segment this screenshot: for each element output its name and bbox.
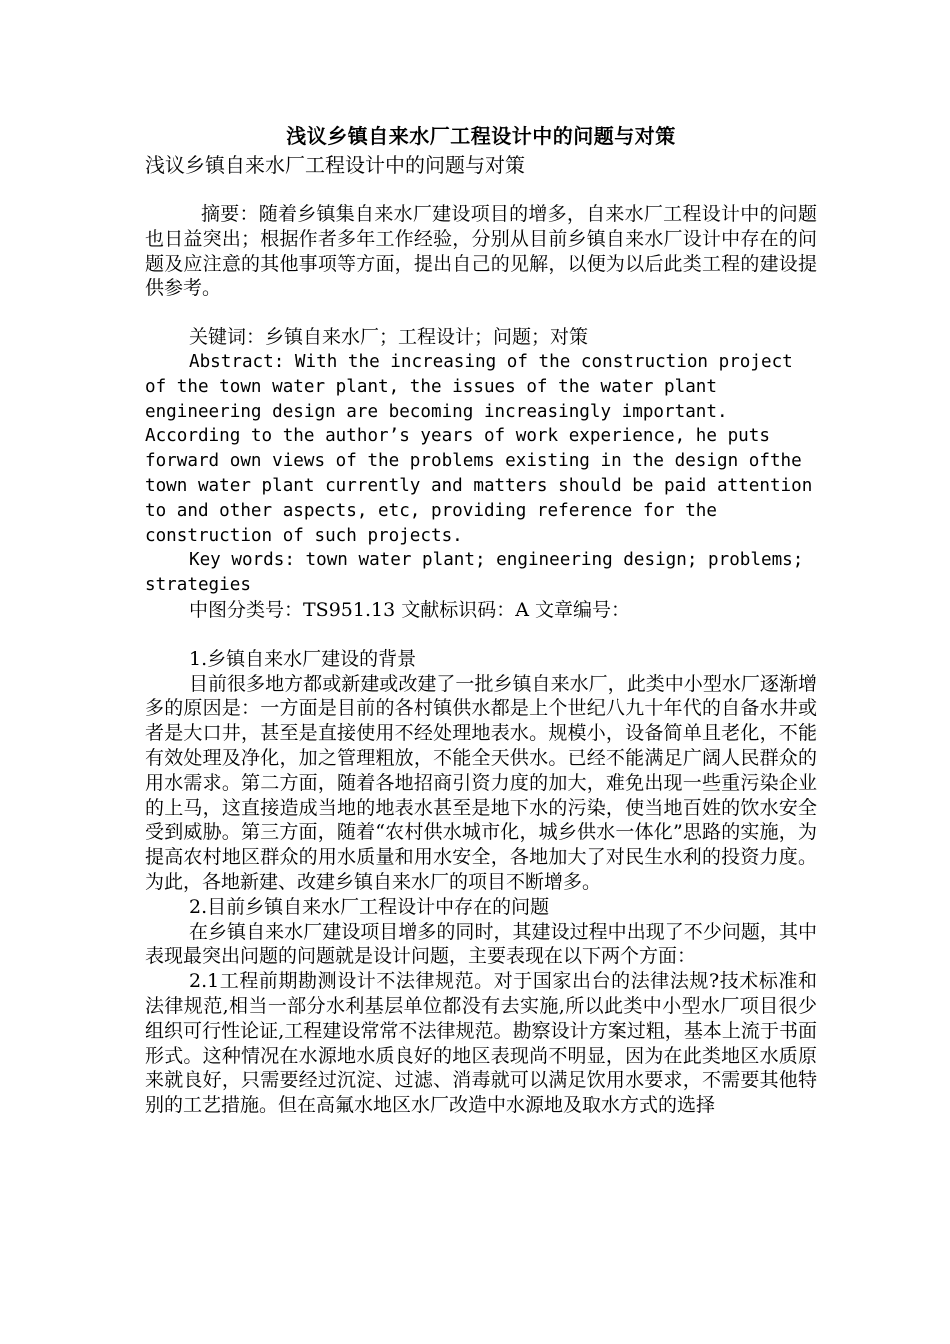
spacer [145,301,817,325]
abstract-chinese: 摘要：随着乡镇集自来水厂建设项目的增多，自来水厂工程设计中的问题也日益突出；根据作者多年工作经验，分别从目前乡镇自来水厂设计中存在的问题及应注意的其他事项等方面，提出自己的见解，以便为以后此类工程的建设提供参考。 [145,203,817,300]
keywords-english: Key words: town water plant; engineering design; problems; strategies [145,550,804,596]
document-subtitle: 浅议乡镇自来水厂工程设计中的问题与对策 [145,153,525,177]
section-2-heading: 2.目前乡镇自来水厂工程设计中存在的问题 [189,895,550,918]
classification-line: 中图分类号：TS951.13 文献标识码：A 文章编号： [189,598,630,621]
spacer [145,623,817,647]
spacer [145,178,817,202]
section-1-heading: 1.乡镇自来水厂建设的背景 [189,647,417,670]
abstract-english: Abstract: With the increasing of the construction project of the town water plant, the issues of the water plant engineering design are becoming increasingly important. According to the author’s years of work experience, he puts forward own views of the problems existing in the design ofthe town water plant currently and matters should be paid attention to and other aspects, etc, providing reference for the construction of such projects. [145,351,813,546]
document-title: 浅议乡镇自来水厂工程设计中的问题与对策 [286,124,676,148]
section-2-body: 在乡镇自来水厂建设项目增多的同时，其建设过程中出现了不少问题，其中表现最突出问题的问题就是设计问题，主要表现在以下两个方面： [145,920,817,968]
section-1-body: 目前很多地方都或新建或改建了一批乡镇自来水厂，此类中小型水厂逐渐增多的原因是：一方面是目前的各村镇供水都是上个世纪八九十年代的自备水井或者是大口井，甚至是直接使用不经处理地表水。规模小，设备简单且老化，不能有效处理及净化，加之管理粗放，不能全天供水。已经不能满足广阔人民群众的用水需求。第二方面，随着各地招商引资力度的加大，难免出现一些重污染企业的上马，这直接造成当地的地表水甚至是地下水的污染，使当地百姓的饮水安全受到威胁。第三方面，随着“农村供水城市化，城乡供水一体化”思路的实施，为提高农村地区群众的用水质量和用水安全，各地加大了对民生水利的投资力度。为此，各地新建、改建乡镇自来水厂的项目不断增多。 [145,672,817,893]
section-2-1-body: 2.1工程前期勘测设计不法律规范。对于国家出台的法律法规?技术标准和法律规范,相当一部分水利基层单位都没有去实施,所以此类中小型水厂项目很少组织可行性论证,工程建设常常不法律规范。勘察设计方案过粗，基本上流于书面形式。这种情况在水源地水质良好的地区表现尚不明显，因为在此类地区水质原来就良好，只需要经过沉淀、过滤、消毒就可以满足饮用水要求，不需要其他特别的工艺措施。但在高氟水地区水厂改造中水源地及取水方式的选择 [145,970,817,1117]
document-body [145,120,817,1118]
keywords-chinese: 关键词：乡镇自来水厂；工程设计；问题；对策 [189,326,589,349]
